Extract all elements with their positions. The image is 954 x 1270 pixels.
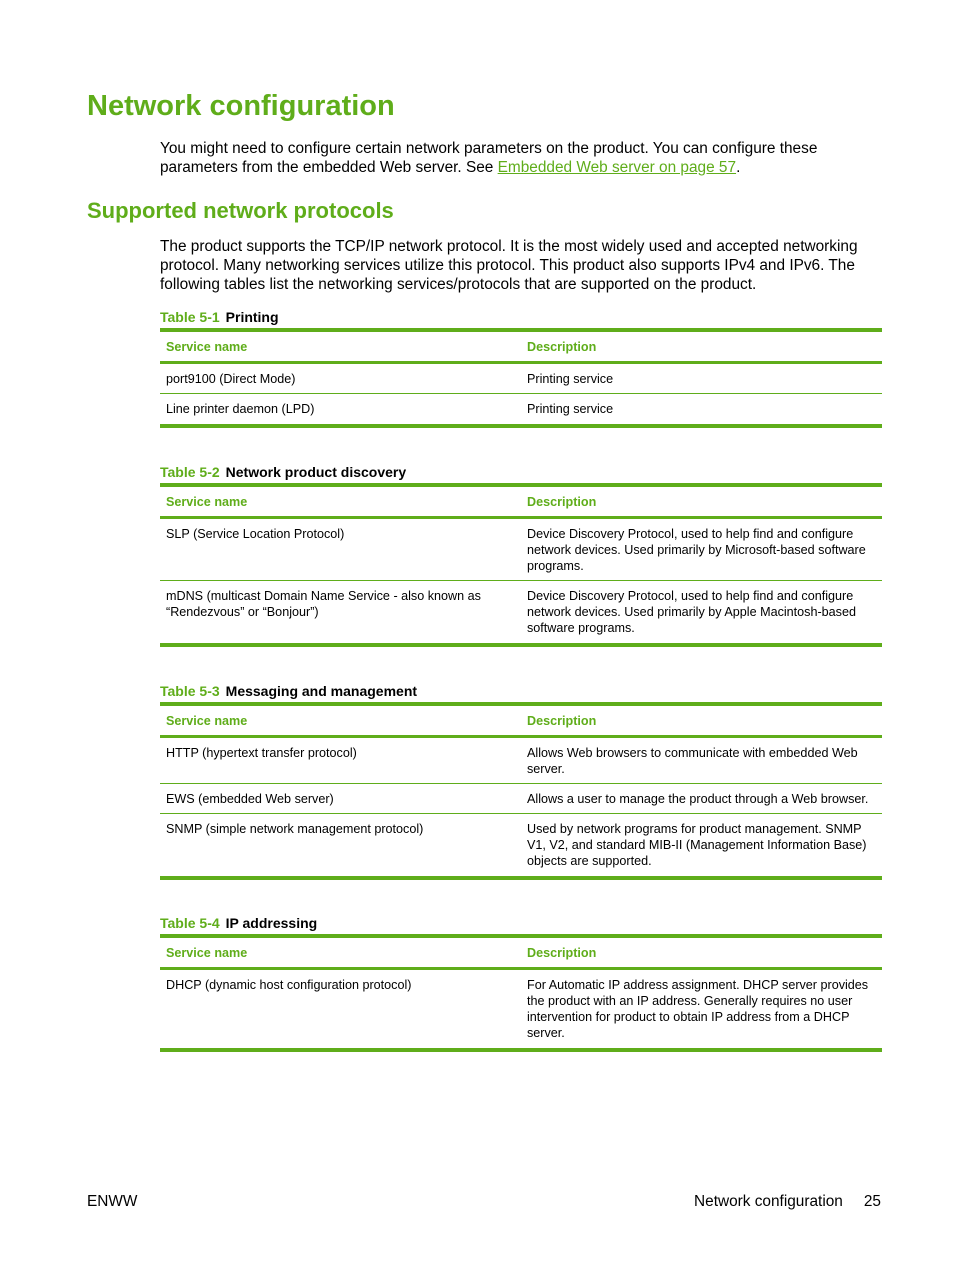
table-ip-addressing [160,934,882,1052]
column-header: Service name [160,704,521,737]
table-caption [160,915,317,931]
table-number: Table 5-4 [160,915,220,931]
page-number: 25 [863,1193,881,1210]
embedded-web-server-link[interactable]: Embedded Web server on page 57 [497,159,737,176]
description-cell: Allows a user to manage the product through a Web browser. [521,784,882,814]
page-title: Network configuration [87,90,395,122]
table-number: Table 5-3 [160,683,220,699]
description-cell: Allows Web browsers to communicate with embedded Web server. [521,737,882,784]
service-name-cell: DHCP (dynamic host configuration protocol) [166,978,412,992]
table-caption [160,683,417,699]
description-cell: Printing service [527,402,614,416]
description-cell: For Automatic IP address assignment. DHCP server provides the product with an IP address. Generally requires no user intervention for product to obtain IP address from a DHCP server. [527,978,869,1040]
footer-section: Network configuration [694,1193,843,1210]
column-header: Description [521,485,882,518]
description-cell: Used by network programs for product management. SNMP V1, V2, and standard MIB-II (Management Information Base) objects are supported. [527,822,867,868]
service-name-cell: EWS (embedded Web server) [160,784,521,814]
service-name-cell: Line printer daemon (LPD) [166,402,315,416]
intro-text-end: . [736,159,741,176]
service-name-cell: HTTP (hypertext transfer protocol) [160,737,521,784]
description-cell: Device Discovery Protocol, used to help find and configure network devices. Used primarily by Apple Macintosh-based software programs. [527,589,856,635]
description-cell: Device Discovery Protocol, used to help find and configure network devices. Used primarily by Microsoft-based software programs. [521,518,882,581]
table-printing [160,328,882,428]
table-caption [160,309,279,325]
service-name-cell: SLP (Service Location Protocol) [160,518,521,581]
table-title: IP addressing [225,915,318,931]
table-row [160,969,882,1051]
service-name-cell: port9100 (Direct Mode) [160,363,521,394]
table-row [160,581,882,646]
section-heading: Supported network protocols [87,198,394,223]
footer-right [694,1193,881,1211]
column-header: Description [521,330,882,363]
table-caption [160,464,406,480]
column-header: Service name [160,485,521,518]
table-network-discovery [160,483,882,647]
footer-left: ENWW [87,1193,138,1210]
service-name-cell: mDNS (multicast Domain Name Service - also known as “Rendezvous” or “Bonjour”) [166,589,481,619]
intro-paragraph [160,139,886,177]
table-row [160,394,882,427]
table-row [160,363,882,394]
column-header: Service name [160,330,521,363]
table-number: Table 5-1 [160,309,220,325]
service-name-cell: SNMP (simple network management protocol) [166,822,424,836]
intro-text: You might need to configure certain network parameters on the product. You can configure these parameters from the embedded Web server. See [160,140,818,176]
table-title: Messaging and management [225,683,418,699]
description-cell: Printing service [521,363,882,394]
table-row [160,518,882,581]
column-header: Description [521,936,882,969]
table-row [160,784,882,814]
table-row [160,814,882,879]
protocols-paragraph: The product supports the TCP/IP network protocol. It is the most widely used and accepted networking protocol. Many networking services utilize this protocol. This product also supports IPv4 and IPv6. The following tables list the networking services/protocols that are supported on the product. [160,238,858,293]
column-header: Service name [160,936,521,969]
table-title: Network product discovery [225,464,407,480]
table-messaging-management [160,702,882,880]
column-header: Description [521,704,882,737]
table-row [160,737,882,784]
table-number: Table 5-2 [160,464,220,480]
table-title: Printing [225,309,279,325]
